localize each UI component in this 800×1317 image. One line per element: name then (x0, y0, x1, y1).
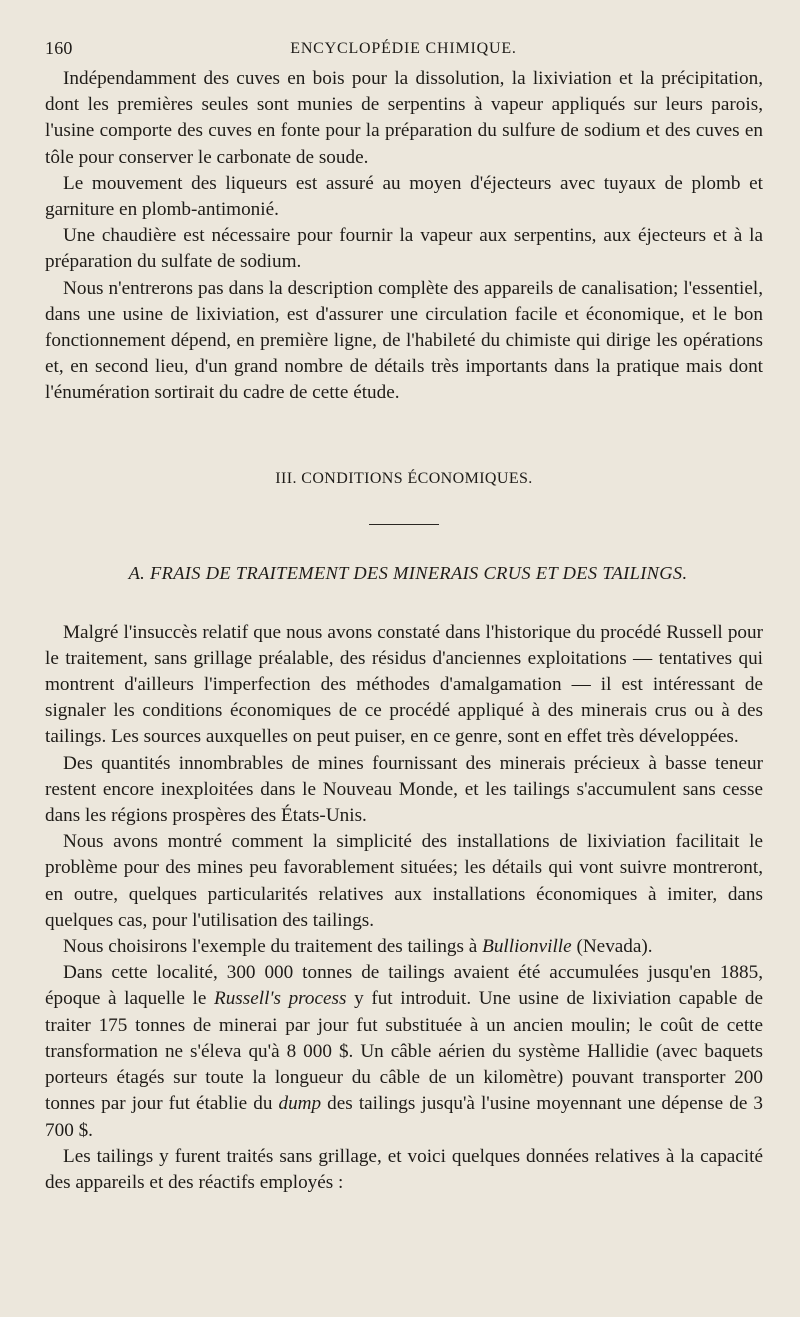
paragraph-liqueurs: Le mouvement des liqueurs est assuré au moyen d'éjecteurs avec tuyaux de plomb et garniture en plomb-antimonié. (45, 172, 763, 221)
paragraph-donnees: Les tailings y furent traités sans grillage, et voici quelques données relatives à la capacité des appareils et des réactifs employés : (45, 1145, 763, 1193)
place-name: Bullionville (482, 936, 572, 958)
dump-term: dump (278, 1093, 322, 1115)
paragraph-chaudiere: Une chaudière est nécessaire pour fournir la vapeur aux serpentins, aux éjecteurs et à la préparation du sulfate de sodium. (45, 225, 763, 273)
paragraph-bullionville (45, 934, 763, 960)
paragraph-quantites: Des quantités innombrables de mines fournissant des minerais précieux à basse teneur restent encore inexploitées dans le Nouveau Monde, et les tailings s'accumulent sans cesse dans les régions prospères des États-Unis. (45, 752, 763, 827)
paragraph-insucces: Malgré l'insuccès relatif que nous avons constaté dans l'historique du procédé Russell pour le traitement, sans grillage préalable, des résidus d'anciennes exploitations — tentatives qui montrent d'ailleurs l'imperfection des méthodes d'amalgamation — il est intéressant de signaler les conditions économiques de ce procédé appliqué à des minerais crus ou à des tailings. Les sources auxquelles on peut puiser, en ce genre, sont en effet très développées. (45, 621, 763, 748)
paragraph-simplicite: Nous avons montré comment la simplicité des installations de lixiviation facilitait le problème pour des mines peu favorablement situées; les détails qui vont suivre montreront, en outre, quelques particularités relatives aux installations économiques à imiter, dans quelques cas, pour l'utilisation des tailings. (45, 831, 763, 931)
page-body (45, 66, 763, 1196)
running-title: ENCYCLOPÉDIE CHIMIQUE. (290, 40, 517, 57)
section-divider (369, 524, 439, 525)
section-title: III. CONDITIONS ÉCONOMIQUES. (275, 469, 533, 487)
paragraph-cuves: Indépendamment des cuves en bois pour la dissolution, la lixiviation et la précipitation, dont les premières seules sont munies de serpentins à vapeur appliqués sur leurs parois, l'usine comporte des cuves en fonte pour la préparation du sulfure de sodium et des cuves en tôle pour conserver le carbonate de soude. (45, 68, 763, 168)
running-header (45, 38, 762, 62)
paragraph-canalisation: Nous n'entrerons pas dans la description complète des appareils de canalisation; l'essentiel, dans une usine de lixiviation, est d'assurer une circulation facile et économique, et le bon fonctionnement dépend, en première ligne, de l'habileté du chimiste qui dirige les opérations et, en second lieu, d'un grand nombre de détails très importants dans la pratique mais dont l'énumération sortirait du cadre de cette étude. (45, 277, 763, 404)
cost-text-part1: Dans cette localité, 300 000 tonnes de tailings avaient été accumulées jusqu'en 1885, époque à laquelle le (45, 962, 763, 1010)
cost-text-part2: y fut introduit. Une usine de lixiviation capable de traiter 175 tonnes de minerai par jour fut substituée à un ancien moulin; le coût de cette transformation ne s'éleva qu'à 8 000 $. Un câble aérien du système Hallidie (avec baquets porteurs étagés sur toute la longueur du câble de un kilomètre) pouvant transporter 200 tonnes par jour fut établie du (45, 988, 763, 1115)
cost-text-part3: des tailings jusqu'à l'usine moyennant une dépense de 3 700 $. (45, 1093, 763, 1141)
bullionville-text-after: (Nevada). (571, 936, 653, 958)
paragraph-cout (45, 960, 763, 1143)
subsection-title: A. FRAIS DE TRAITEMENT DES MINERAIS CRUS ET DES TAILINGS. (128, 562, 688, 583)
process-name: Russell's process (213, 988, 347, 1010)
page-number: 160 (45, 38, 73, 58)
bullionville-text-before: Nous choisirons l'exemple du traitement des tailings à (63, 936, 483, 958)
